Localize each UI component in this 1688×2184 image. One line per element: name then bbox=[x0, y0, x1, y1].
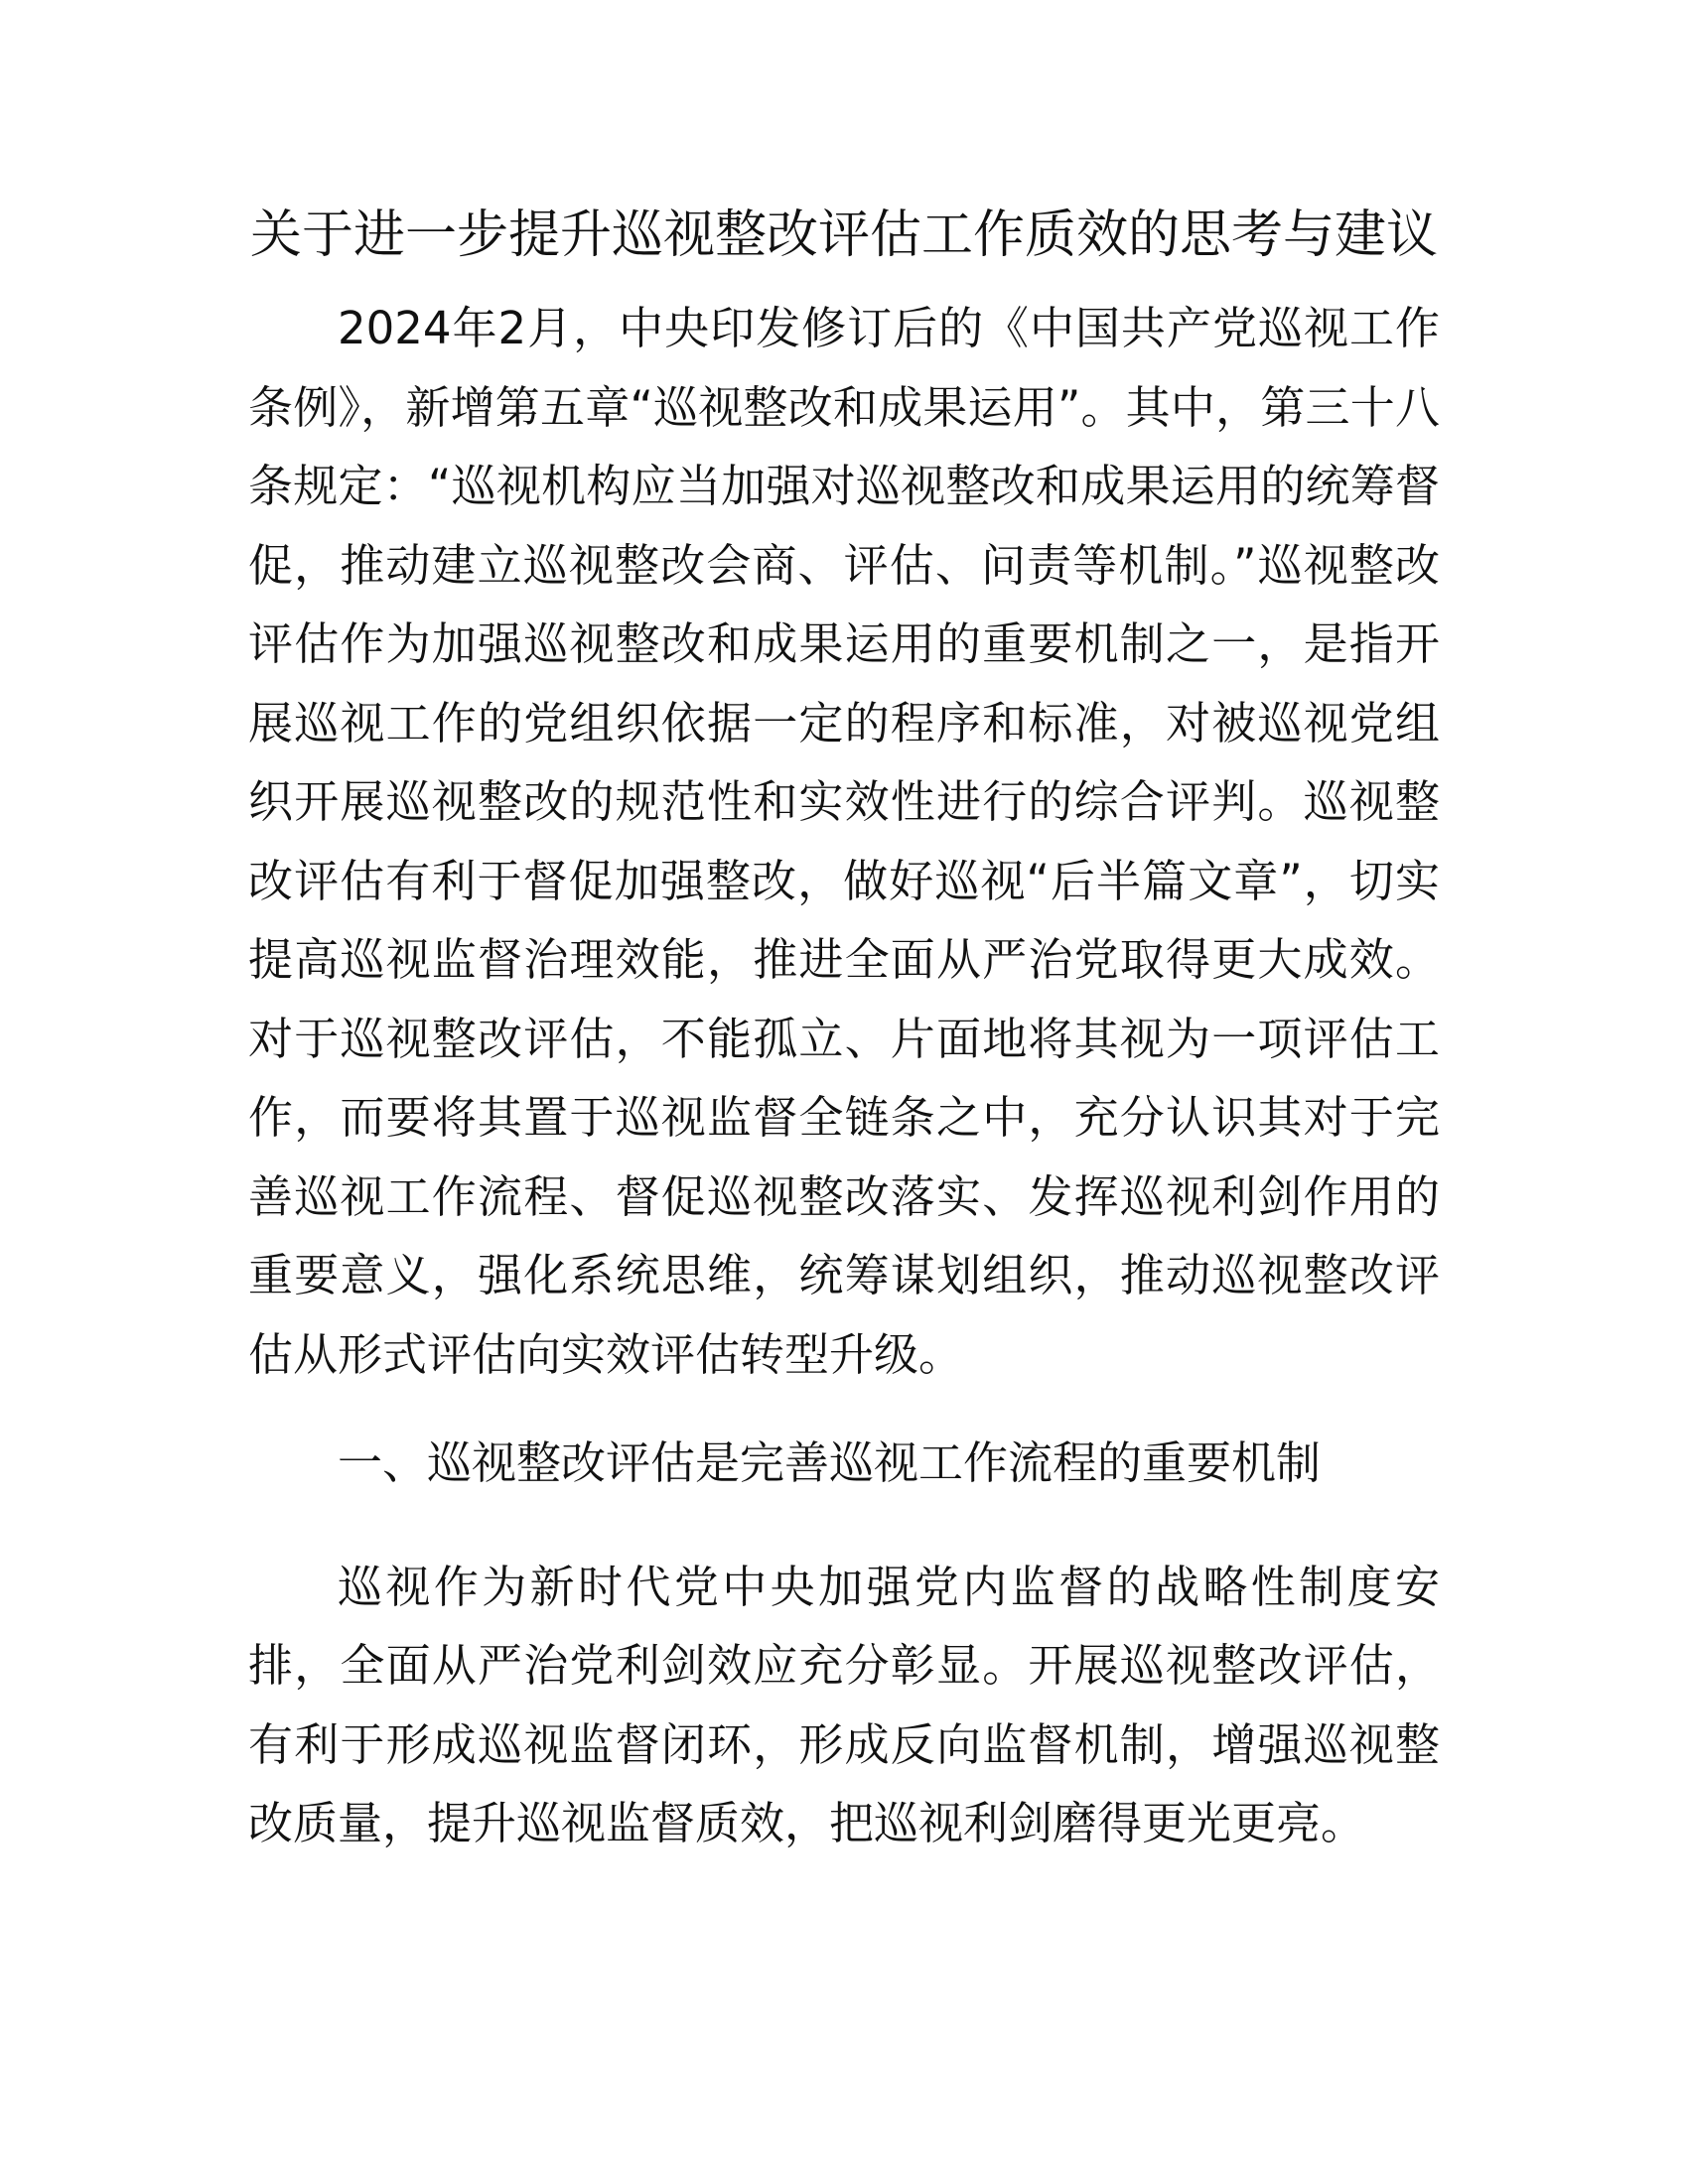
paragraph-section-1: 巡视作为新时代党中央加强党内监督的战略性制度安排，全面从严治党利剑效应充分彰显。开展巡视整改评估，有利于形成巡视监督闭环，形成反向监督机制，增强巡视整改质量，提升巡视监督质效，把巡视利剑磨得更光更亮。 bbox=[248, 1560, 1440, 1849]
document-title: 关于进一步提升巡视整改评估工作质效的思考与建议 bbox=[249, 205, 1438, 265]
document-body bbox=[248, 199, 1440, 1863]
section-heading: 一、巡视整改评估是完善巡视工作流程的重要机制 bbox=[338, 1436, 1322, 1489]
paragraph-intro: 2024年2月，中央印发修订后的《中国共产党巡视工作条例》，新增第五章“巡视整改和成果运用”。其中，第三十八条规定：“巡视机构应当加强对巡视整改和成果运用的统筹督促，推动建立巡视整改会商、评估、问责等机制。”巡视整改评估作为加强巡视整改和成果运用的重要机制之一，是指开展巡视工作的党组织依据一定的程序和标准，对被巡视党组织开展巡视整改的规范性和实效性进行的综合评判。巡视整改评估有利于督促加强整改，做好巡视“后半篇文章”，切实提高巡视监督治理效能，推进全面从严治党取得更大成效。对于巡视整改评估，不能孤立、片面地将其视为一项评估工作，而要将其置于巡视监督全链条之中，充分认识其对于完善巡视工作流程、督促巡视整改落实、发挥巡视利剑作用的重要意义，强化系统思维，统筹谋划组织，推动巡视整改评估从形式评估向实效评估转型升级。 bbox=[248, 302, 1440, 1381]
